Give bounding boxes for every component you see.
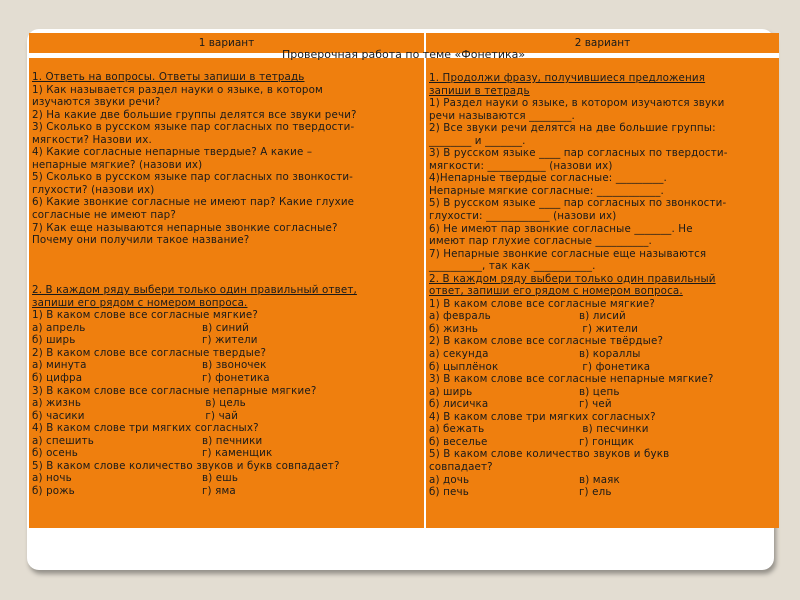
task-heading-line: ответ, запиши его рядом с номером вопроса. — [429, 285, 683, 298]
answer-option: г) чай — [202, 409, 239, 422]
answer-option: г) чей — [579, 398, 612, 411]
slide-title: Проверочная работа по теме «Фонетика» — [282, 48, 526, 61]
statement-line: __________, так как ___________. — [429, 260, 596, 273]
answer-option: а) февраль — [429, 310, 491, 323]
answer-option: г) жители — [202, 334, 258, 347]
question-line: 5) Сколько в русском языке пар согласных по звонкости- — [32, 171, 354, 184]
answer-option: б) цифра — [32, 371, 83, 384]
answer-option: г) ель — [579, 486, 612, 499]
v2-task1-heading — [429, 72, 779, 97]
answer-option: б) печь — [429, 486, 469, 499]
question-line: 1) Как называется раздел науки о языке, в котором — [32, 83, 323, 96]
answer-option: а) ночь — [32, 472, 72, 485]
answer-options-row — [32, 359, 424, 372]
question-text: 4) В каком слове три мягких согласных? — [32, 422, 259, 435]
question-text: 4) В каком слове три мягких согласных? — [429, 410, 656, 423]
question-line: 6) Какие звонкие согласные не имеют пар? Какие глухие — [32, 196, 355, 209]
answer-options-row — [32, 410, 424, 423]
v1-task1-questions — [32, 84, 424, 247]
answer-option: в) звоночек — [202, 359, 267, 372]
answer-option: а) апрель — [32, 321, 86, 334]
answer-options-row — [429, 423, 779, 436]
answer-options-row — [32, 372, 424, 385]
statement-line: 5) В русском языке ____ пар согласных по звонкости- — [429, 197, 727, 210]
answer-option: а) минута — [32, 359, 87, 372]
statement-line: 6) Не имеют пар звонкие согласные _______. Не — [429, 222, 693, 235]
question-line: согласные не имеют пар? — [32, 209, 176, 222]
answer-options-row — [32, 397, 424, 410]
answer-option: б) часики — [32, 409, 85, 422]
answer-option: в) цель — [202, 397, 246, 410]
answer-options-row — [32, 322, 424, 335]
v2-task2-heading — [429, 273, 779, 298]
answer-options-row — [32, 447, 424, 460]
answer-options-row — [429, 398, 779, 411]
question-text: 2) В каком слове все согласные твёрдые? — [429, 335, 664, 348]
answer-option: в) синий — [202, 321, 250, 334]
statement-line: мягкости: ___________ (назови их) — [429, 159, 613, 172]
spacer — [32, 259, 424, 272]
question-line: мягкости? Назови их. — [32, 133, 152, 146]
question-text: 5) В каком слове количество звуков и букв — [429, 448, 670, 461]
variants-table — [29, 33, 779, 528]
answer-option: в) песчинки — [579, 423, 649, 436]
answer-options-row — [429, 323, 779, 336]
spacer — [32, 272, 424, 285]
answer-option: г) фонетика — [579, 360, 651, 373]
answer-option: а) бежать — [429, 423, 485, 436]
answer-options-row — [429, 361, 779, 374]
statement-line: 3) В русском языке ____ пар согласных по твердости- — [429, 147, 728, 160]
answer-options-row — [429, 310, 779, 323]
statement-line: ________ и _______. — [429, 134, 526, 147]
statement-line: имеют пар глухие согласные __________. — [429, 235, 652, 248]
question-text: 3) В каком слове все согласные непарные мягкие? — [429, 373, 714, 386]
task-heading-line: запиши в тетрадь — [429, 84, 530, 97]
variant2-header: 2 вариант — [426, 33, 779, 53]
answer-option: б) цыплёнок — [429, 360, 499, 373]
statement-line: речи называются ________. — [429, 109, 575, 122]
answer-option: г) каменщик — [202, 447, 273, 460]
answer-option: в) печники — [202, 434, 263, 447]
question-line: изучаются звуки речи? — [32, 96, 161, 109]
answer-option: б) веселье — [429, 435, 488, 448]
task-heading-line: 2. В каждом ряду выбери только один правильный — [429, 272, 716, 285]
answer-option: а) ширь — [429, 385, 473, 398]
answer-options-row — [429, 436, 779, 449]
answer-option: в) лисий — [579, 310, 626, 323]
answer-option: б) рожь — [32, 484, 75, 497]
variant1-header: 1 вариант — [29, 33, 424, 53]
question-text: 2) В каком слове все согласные твердые? — [32, 346, 267, 359]
answer-options-row — [429, 386, 779, 399]
answer-option: г) жители — [579, 322, 639, 335]
question-line: 3) Сколько в русском языке пар согласных по твердости- — [32, 121, 355, 134]
task-heading-line: запиши его рядом с номером вопроса. — [32, 296, 248, 309]
statement-line: 2) Все звуки речи делятся на две большие группы: — [429, 122, 716, 135]
variant1-cell — [29, 58, 424, 528]
answer-option: б) лисичка — [429, 398, 489, 411]
question-line: Почему они получили такое название? — [32, 234, 250, 247]
question-line: глухости? (назови их) — [32, 183, 155, 196]
answer-option: в) маяк — [579, 473, 620, 486]
answer-option: г) яма — [202, 484, 236, 497]
question-line: 7) Как еще называются непарные звонкие согласные? — [32, 221, 338, 234]
statement-line: глухости: ____________ (назови их) — [429, 210, 617, 223]
task-heading-line: 2. В каждом ряду выбери только один правильный ответ, — [32, 284, 357, 297]
statement-line: 7) Непарные звонкие согласные еще называются — [429, 247, 707, 260]
answer-option: а) спешить — [32, 434, 95, 447]
answer-option: г) гонщик — [579, 435, 635, 448]
question-text: 1) В каком слове все согласные мягкие? — [32, 309, 259, 322]
v1-task2-questions — [32, 309, 424, 497]
task-heading-line: 1. Продолжи фразу, получившиеся предложения — [429, 72, 706, 84]
answer-option: а) жизнь — [32, 397, 82, 410]
spacer — [32, 247, 424, 260]
answer-option: а) дочь — [429, 473, 470, 486]
question-line: 4) Какие согласные непарные твердые? А какие – — [32, 146, 313, 159]
question-line: непарные мягкие? (назови их) — [32, 158, 203, 171]
v2-task2-questions — [429, 298, 779, 499]
question-line: 2) На какие две большие группы делятся все звуки речи? — [32, 108, 357, 121]
answer-option: в) цепь — [579, 385, 620, 398]
answer-options-row — [429, 348, 779, 361]
answer-options-row — [32, 485, 424, 498]
answer-option: б) жизнь — [429, 322, 479, 335]
v1-task2-heading — [32, 284, 424, 309]
question-text: 3) В каком слове все согласные непарные мягкие? — [32, 384, 317, 397]
answer-options-row — [429, 486, 779, 499]
answer-option: г) фонетика — [202, 371, 270, 384]
answer-options-row — [32, 472, 424, 485]
answer-option: б) осень — [32, 447, 78, 460]
answer-option: в) кораллы — [579, 348, 641, 361]
statement-line: Непарные мягкие согласные: ____________. — [429, 184, 664, 197]
v2-task1-statements — [429, 97, 779, 273]
statement-line: 1) Раздел науки о языке, в котором изучаются звуки — [429, 97, 725, 110]
v1-task1-heading: 1. Ответь на вопросы. Ответы запиши в тетрадь — [32, 71, 305, 83]
answer-options-row — [429, 474, 779, 487]
question-text: 1) В каком слове все согласные мягкие? — [429, 297, 656, 310]
answer-option: б) ширь — [32, 334, 76, 347]
answer-option: в) ешь — [202, 472, 239, 485]
question-text: 5) В каком слове количество звуков и букв совпадает? — [32, 459, 340, 472]
answer-options-row — [32, 435, 424, 448]
answer-option: а) секунда — [429, 348, 489, 361]
variant2-cell — [426, 58, 779, 528]
question-text: совпадает? — [429, 460, 493, 473]
answer-options-row — [32, 334, 424, 347]
statement-line: 4)Непарные твердые согласные: _________. — [429, 172, 667, 185]
